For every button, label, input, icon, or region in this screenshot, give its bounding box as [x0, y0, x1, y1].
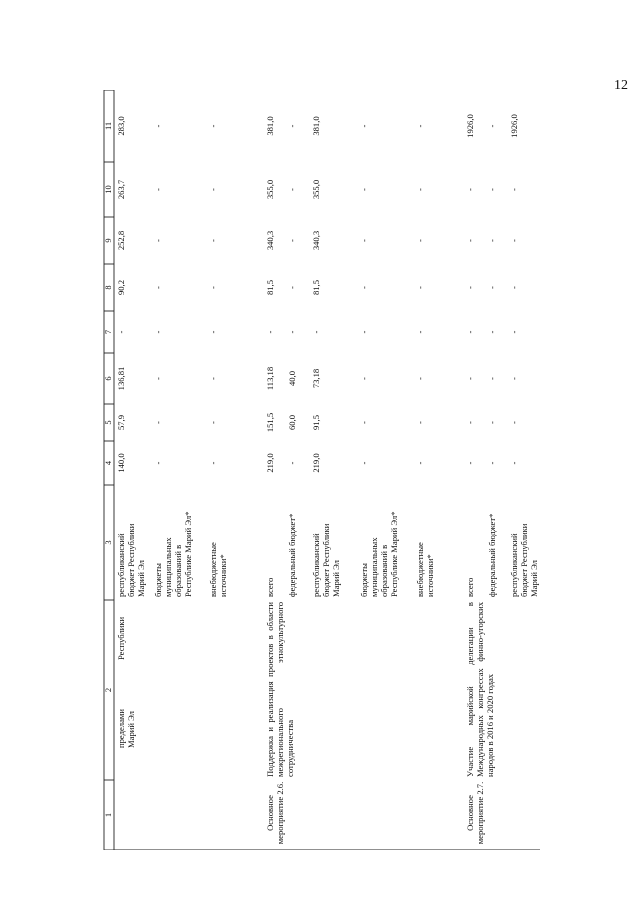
- row2-activity-label: Основное мероприятие 2.7.: [465, 781, 485, 845]
- row1-source-3-val-6: 73,18: [311, 368, 321, 389]
- row1-source-4-name: бюджеты муниципальных образований в Республике Марий Эл*: [359, 511, 399, 597]
- row0-source-2-val-11: -: [153, 124, 163, 128]
- row1-source-3-val-7: -: [311, 330, 321, 334]
- row1-source-2-val-6: 40,0: [287, 370, 297, 387]
- row1-source-4-val-5: -: [359, 421, 369, 424]
- row1-source-2-val-7: -: [287, 330, 297, 334]
- row2-source-1-val-5: -: [465, 421, 475, 424]
- row0-source-1-val-11: 283,0: [116, 116, 126, 136]
- row0-source-3-val-8: -: [208, 286, 218, 289]
- row2-source-1-val-11: 1926,0: [465, 114, 475, 138]
- header-col-7: 7: [104, 329, 113, 335]
- row1-source-4-val-6: -: [359, 377, 369, 380]
- row1-source-4-val-10: -: [359, 188, 369, 191]
- row1-source-1-val-11: 381,0: [265, 116, 275, 136]
- row2-source-2-val-5: -: [487, 421, 497, 424]
- row0-source-1-val-6: 136,81: [116, 366, 126, 391]
- row2-source-3-val-8: -: [509, 286, 519, 289]
- row2-source-1-val-7: -: [465, 330, 475, 334]
- header-col-10: 10: [104, 185, 113, 194]
- row1-source-3-val-10: 355,0: [311, 179, 321, 200]
- row0-source-2-val-10: -: [153, 188, 163, 191]
- header-col-11: 11: [104, 121, 113, 131]
- row0-source-3-val-10: -: [208, 188, 218, 191]
- row1-source-3-val-5: 91,5: [311, 414, 321, 431]
- row1-source-1-val-7: -: [265, 330, 275, 334]
- row0-source-3-name: внебюджетные источники*: [208, 542, 228, 597]
- row0-source-2-name: бюджеты муниципальных образований в Республике Марий Эл*: [153, 511, 193, 597]
- row1-source-4-val-7: -: [359, 330, 369, 334]
- row2-source-3-val-6: -: [509, 377, 519, 380]
- row2-source-2-val-6: -: [487, 377, 497, 380]
- row0-source-2-val-9: -: [153, 239, 163, 242]
- row1-source-1-val-5: 151,5: [265, 412, 275, 433]
- header-col-3: 3: [104, 540, 113, 545]
- row1-source-3-val-4: 219,0: [311, 453, 321, 473]
- row0-source-2-val-6: -: [153, 377, 163, 380]
- row0-source-1-val-4: 140,0: [116, 453, 126, 473]
- row0-source-1-val-7: -: [116, 330, 126, 334]
- row1-source-3-val-8: 81,5: [311, 279, 321, 296]
- row1-source-3-val-9: 340,3: [311, 230, 321, 251]
- row1-source-1-val-4: 219,0: [265, 453, 275, 473]
- row2-source-2-val-8: -: [487, 286, 497, 289]
- row2-source-3-val-4: -: [509, 461, 519, 465]
- row1-source-1-name: всего: [265, 577, 275, 597]
- row0-source-1-val-9: 252,8: [116, 230, 126, 251]
- row0-source-1-name: республиканский бюджет Республики Марий Эл: [116, 523, 146, 597]
- header-col-2: 2: [104, 687, 113, 693]
- row1-source-5-val-11: -: [415, 124, 425, 128]
- row2-source-2-name: федеральный бюджет*: [487, 513, 497, 597]
- row2-activity-title: Участие марийской делегации в Международных конгрессах финно-угорских народов в 2016 и 2020 годах: [465, 602, 495, 777]
- row2-source-2-val-9: -: [487, 239, 497, 242]
- row0-source-2-val-4: -: [153, 461, 163, 465]
- row1-source-4-val-9: -: [359, 239, 369, 242]
- row1-source-1-val-10: 355,0: [265, 179, 275, 200]
- row0-source-2-val-5: -: [153, 421, 163, 424]
- row1-source-5-val-7: -: [415, 330, 425, 334]
- row0-continuation-right: Республики: [116, 616, 126, 660]
- header-col-1: 1: [104, 812, 113, 818]
- row1-source-4-val-8: -: [359, 286, 369, 289]
- row2-source-2-val-7: -: [487, 330, 497, 334]
- budget-table: [100, 90, 540, 850]
- row0-continuation-text: пределами Марий Эл: [116, 709, 136, 748]
- row1-source-2-name: федеральный бюджет*: [287, 513, 297, 597]
- row1-source-2-val-9: -: [287, 239, 297, 242]
- row0-source-1-val-5: 57,9: [116, 414, 126, 431]
- row1-source-4-val-4: -: [359, 461, 369, 465]
- row2-source-1-val-8: -: [465, 286, 475, 289]
- row1-source-5-val-10: -: [415, 188, 425, 191]
- row2-source-3-val-7: -: [509, 330, 519, 334]
- row1-source-5-val-9: -: [415, 239, 425, 242]
- row0-source-1-val-8: 90,2: [116, 279, 126, 296]
- page-number: 12: [614, 78, 628, 93]
- row0-source-2-val-8: -: [153, 286, 163, 289]
- row2-source-2-val-10: -: [487, 188, 497, 191]
- row1-source-1-val-9: 340,3: [265, 230, 275, 251]
- row2-source-2-val-4: -: [487, 461, 497, 465]
- row2-source-1-val-9: -: [465, 239, 475, 242]
- row2-source-1-val-10: -: [465, 188, 475, 191]
- row1-source-2-val-4: -: [287, 461, 297, 465]
- row2-source-3-val-11: 1926,0: [509, 114, 519, 138]
- row1-source-2-val-8: -: [287, 286, 297, 289]
- row0-source-3-val-11: -: [208, 124, 218, 128]
- row0-source-3-val-4: -: [208, 461, 218, 465]
- row2-source-1-name: всего: [465, 577, 475, 597]
- row1-activity-label: Основное мероприятие 2.6.: [265, 781, 285, 845]
- row2-source-3-val-10: -: [509, 188, 519, 191]
- row1-source-1-val-6: 113,18: [265, 366, 275, 391]
- row0-source-3-val-5: -: [208, 421, 218, 424]
- header-col-8: 8: [104, 285, 113, 290]
- row0-source-1-val-10: 263,7: [116, 179, 126, 200]
- header-col-9: 9: [104, 238, 113, 243]
- row1-source-2-val-5: 60,0: [287, 414, 297, 431]
- header-col-4: 4: [104, 460, 113, 466]
- row1-source-1-val-8: 81,5: [265, 279, 275, 296]
- row1-source-3-val-11: 381,0: [311, 116, 321, 136]
- row1-source-5-val-8: -: [415, 286, 425, 289]
- row1-source-5-val-5: -: [415, 421, 425, 424]
- row2-source-2-val-11: -: [487, 124, 497, 128]
- header-col-5: 5: [104, 420, 113, 425]
- row1-source-4-val-11: -: [359, 124, 369, 128]
- row0-source-2-val-7: -: [153, 330, 163, 334]
- row2-source-3-name: республиканский бюджет Республики Марий Эл: [509, 523, 539, 597]
- row1-source-2-val-11: -: [287, 124, 297, 128]
- header-col-6: 6: [104, 376, 113, 381]
- row2-source-1-val-6: -: [465, 377, 475, 380]
- row2-source-3-val-9: -: [509, 239, 519, 242]
- row2-source-3-val-5: -: [509, 421, 519, 424]
- row1-source-3-name: республиканский бюджет Республики Марий Эл: [311, 523, 341, 597]
- row1-source-5-name: внебюджетные источники*: [415, 542, 435, 597]
- row2-source-1-val-4: -: [465, 461, 475, 465]
- row0-source-3-val-6: -: [208, 377, 218, 380]
- row1-source-5-val-6: -: [415, 377, 425, 380]
- row1-activity-title: Поддержка и реализация проектов в области межрегионального этнокультурного сотрудничества: [265, 602, 295, 777]
- row1-source-2-val-10: -: [287, 188, 297, 191]
- row1-source-5-val-4: -: [415, 461, 425, 465]
- row0-source-3-val-9: -: [208, 239, 218, 242]
- row0-source-3-val-7: -: [208, 330, 218, 334]
